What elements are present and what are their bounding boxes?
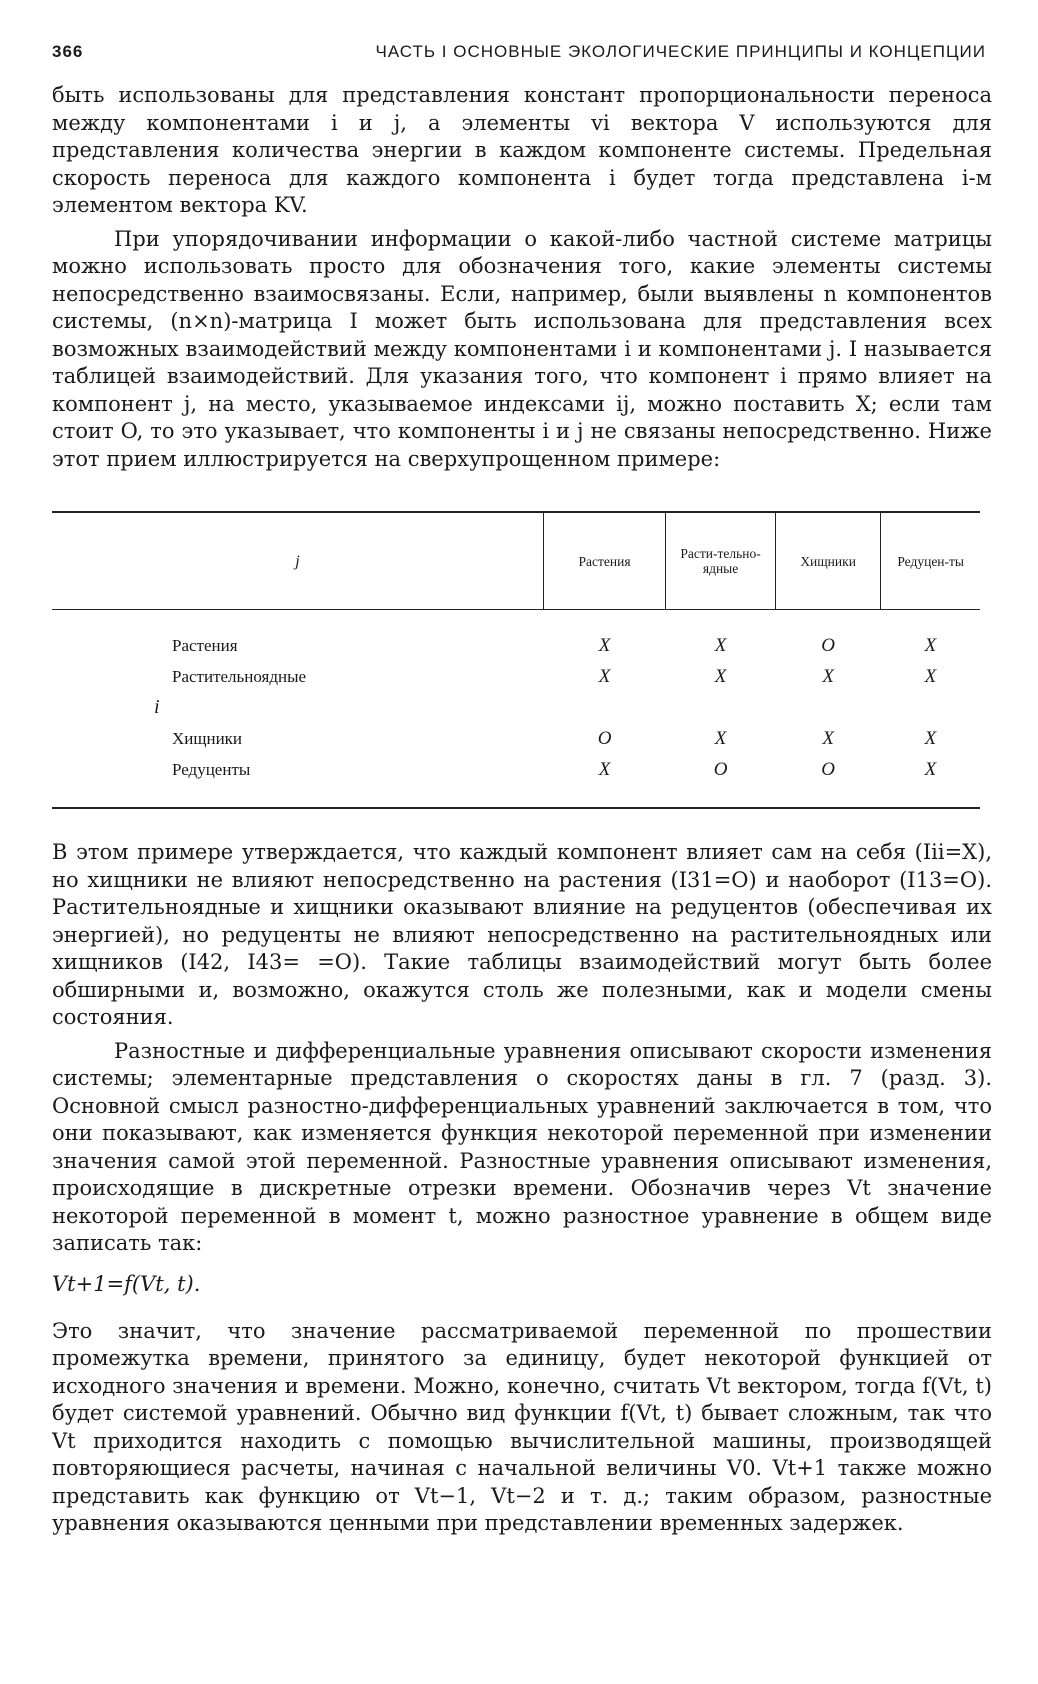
column-header: Хищники: [775, 513, 880, 610]
table-cell: O: [821, 758, 835, 780]
document-page: [52, 42, 992, 1538]
table-i-row: [52, 692, 980, 723]
table-cell: X: [714, 727, 727, 749]
paragraph-2: При упорядочивании информации о какой-либо частной системе матрицы можно использовать просто для обозначения того, какие элементы системы непосредственно взаимосвязаны. Если, например, были выявлены n компонентов системы, (n×n)-матрица I может быть использована для представления всех возможных взаимодействий между компонентами i и компонентами j. I называется таблицей взаимодействий. Для указания того, что компонент i прямо влияет на компонент j, на место, указываемое индексами ij, можно поставить X; если там стоит O, то это указывает, что компоненты i и j не связаны непосредственно. Ниже этот прием иллюстрируется на сверхупрощенном примере:: [52, 226, 992, 471]
table-row: [52, 723, 980, 754]
table-cell: X: [822, 665, 834, 687]
table-i-label: i: [154, 696, 160, 718]
table-cell: O: [597, 727, 612, 749]
table-j-label: j: [52, 513, 543, 610]
column-header: Растения: [543, 513, 665, 610]
table-cell: X: [924, 758, 937, 780]
running-title: ЧАСТЬ I ОСНОВНЫЕ ЭКОЛОГИЧЕСКИЕ ПРИНЦИПЫ И КОНЦЕПЦИИ: [375, 42, 986, 61]
table-row: [52, 661, 980, 692]
table-cell: X: [924, 727, 937, 749]
table-cell: X: [924, 665, 937, 687]
table-row: [52, 754, 980, 807]
column-header: Расти-тельно-ядные: [666, 513, 776, 610]
table-cell: X: [598, 665, 611, 687]
table-cell: O: [821, 634, 835, 656]
difference-equation: Vt+1=f(Vt, t).: [52, 1271, 201, 1296]
column-header: Редуцен-ты: [881, 513, 980, 610]
table-cell: X: [924, 634, 937, 656]
row-label: Растения: [172, 635, 238, 655]
page-number: 366: [52, 42, 84, 61]
row-label: Хищники: [172, 728, 243, 748]
paragraph-5: Это значит, что значение рассматриваемой переменной по прошествии промежутка времени, принятого за единицу, будет некоторой функцией от исходного значения и времени. Можно, конечно, считать Vt вектором, тогда f(Vt, t) будет системой уравнений. Обычно вид функции f(Vt, t) бывает сложным, так что Vt приходится находить с помощью вычислительной машины, производящей повторяющиеся расчеты, начиная с начальной величины V0. Vt+1 также можно представить как функцию от Vt−1, Vt−2 и т. д.; таким образом, разностные уравнения оказываются ценными при представлении временных задержек.: [52, 1318, 992, 1535]
table-row: [52, 610, 980, 662]
paragraph-4: Разностные и дифференциальные уравнения описывают скорости изменения системы; элементарные представления о скоростях даны в гл. 7 (разд. 3). Основной смысл разностно-дифференциальных уравнений заключается в том, что они показывают, как изменяется функция некоторой переменной при изменении значения самой этой переменной. Разностные уравнения описывают изменения, происходящие в дискретные отрезки времени. Обозначив через Vt значение некоторой переменной в момент t, можно разностное уравнение в общем виде записать так:: [52, 1038, 992, 1255]
table-cell: X: [822, 727, 834, 749]
paragraph-1: быть использованы для представления констант пропорциональности переноса между компонентами i и j, а элементы vi вектора V используются для представления количества энергии в каждом компоненте системы. Предельная скорость переноса для каждого компонента i будет тогда представлена i-м элементом вектора KV.: [52, 83, 992, 217]
interaction-table: [52, 511, 980, 809]
row-label: Растительноядные: [172, 666, 307, 686]
paragraph-3: В этом примере утверждается, что каждый компонент влияет сам на себя (Iii=X), но хищники не влияют непосредственно на растения (I31=O) и наоборот (I13=O). Растительноядные и хищники оказывают влияние на редуцентов (обеспечивая их энергией), но редуценты не влияют непосредственно на растительноядных или хищников (I42, I43= =O). Такие таблицы взаимодействий могут быть более обширными и, возможно, окажутся столь же полезными, как и модели смены состояния.: [52, 840, 992, 1029]
row-label: Редуценты: [172, 759, 251, 779]
table-cell: X: [598, 634, 611, 656]
table-cell: X: [714, 634, 727, 656]
page-header: [52, 42, 992, 82]
table-cell: X: [714, 665, 727, 687]
table-cell: O: [713, 758, 728, 780]
table-cell: X: [598, 758, 611, 780]
